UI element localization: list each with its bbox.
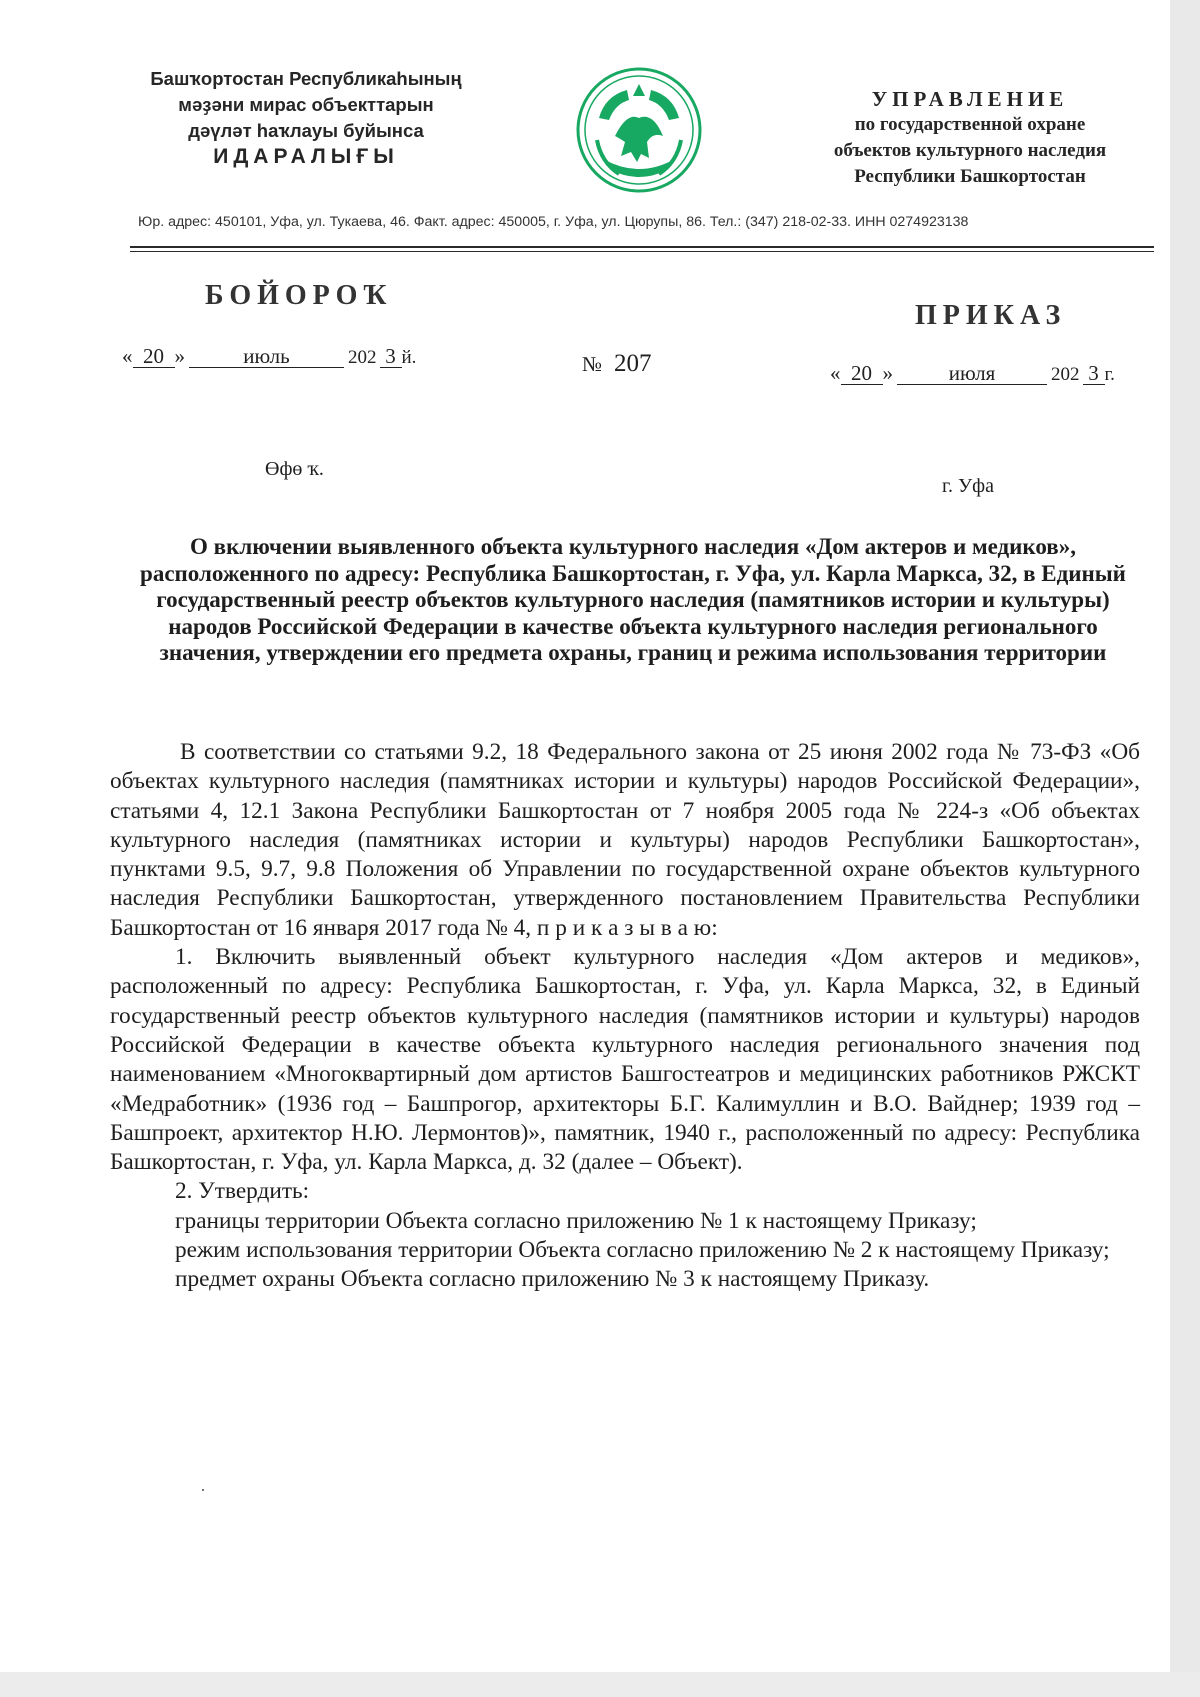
date-year-digit: 3 (1083, 362, 1105, 385)
date-year-digit: 3 (380, 345, 402, 368)
city-russian: г. Уфа (942, 475, 994, 497)
header-right-line: объектов культурного наследия (833, 140, 1107, 161)
quote-close: » (174, 344, 185, 368)
date-day: 20 (841, 362, 883, 385)
header-divider (130, 246, 1154, 248)
date-month: июль (189, 345, 344, 368)
header-left-line: Башҡортостан Республикаһының (150, 68, 462, 89)
date-year-prefix: 202 (1051, 364, 1080, 385)
number-sign: № (582, 352, 603, 376)
date-russian (830, 361, 1115, 386)
header-bashkir-name (112, 66, 500, 170)
date-year-prefix: 202 (348, 347, 377, 368)
header-right-line: Республики Башкортостан (854, 166, 1086, 187)
scan-speck (202, 1489, 204, 1491)
order-title-russian: ПРИКАЗ (915, 300, 1067, 331)
number-value: 207 (614, 350, 652, 377)
header-divider-thin (130, 251, 1154, 252)
quote-open: « (830, 361, 841, 385)
legal-address: Юр. адрес: 450101, Уфа, ул. Тукаева, 46. Факт. адрес: 450005, г. Уфа, ул. Цюрупы, 86. Тел.: (347) 218-02-33. ИНН 0274923138 (138, 214, 969, 230)
date-bashkir (122, 344, 416, 369)
header-left-line: мәҙәни мирас объекттарын (178, 94, 434, 115)
bashkortostan-emblem (575, 66, 703, 194)
header-right-title: УПРАВЛЕНИЕ (871, 87, 1069, 111)
item-2-line: режим использования территории Объекта согласно приложению № 2 к настоящему Приказу; (175, 1237, 1110, 1264)
preamble-paragraph: В соответствии со статьями 9.2, 18 Федерального закона от 25 июня 2002 года № 73-ФЗ «Об объектах культурного наследия (памятниках истории и культуры) народов Российской Федерации», статьями 4, 12.1 Закона Республики Башкортостан от 7 ноября 2005 года № 224-з «Об объектах культурного наследия (памятниках истории и культуры) народов Республики Башкортостан», пунктами 9.5, 9.7, 9.8 Положения об Управлении по государственной охране объектов культурного наследия Республики Башкортостан, утвержденного постановлением Правительства Республики Башкортостан от 16 января 2017 года № 4, п р и к а з ы в а ю: (110, 739, 1140, 941)
quote-open: « (122, 344, 133, 368)
order-title-bashkir: БОЙОРОҠ (205, 280, 393, 311)
date-day: 20 (133, 345, 175, 368)
header-russian-name (800, 86, 1140, 190)
date-month: июля (897, 362, 1047, 385)
order-number (582, 350, 652, 378)
scan-bottom-edge (0, 1672, 1200, 1697)
header-right-line: по государственной охране (854, 114, 1086, 135)
date-suffix: г. (1104, 364, 1115, 385)
order-subject-title: О включении выявленного объекта культурного наследия «Дом актеров и медиков», расположенного по адресу: Республика Башкортостан, г. Уфа, ул. Карла Маркса, 32, в Единый государственный реестр объектов культурного наследия (памятников истории и культуры) народов Российской Федерации в качестве объекта культурного наследия регионального значения, утверждении его предмета охраны, границ и режима использования территории (140, 534, 1126, 665)
item-2-heading: 2. Утвердить: (175, 1178, 310, 1205)
city-bashkir: Өфө ҡ. (265, 458, 324, 480)
header-left-title: ИДАРАЛЫҒЫ (213, 145, 399, 168)
item-2-line: предмет охраны Объекта согласно приложению № 3 к настоящему Приказу. (175, 1266, 930, 1293)
item-2-line: границы территории Объекта согласно приложению № 1 к настоящему Приказу; (175, 1207, 977, 1234)
order-body (110, 738, 1140, 1295)
quote-close: » (882, 361, 893, 385)
item-1-paragraph: 1. Включить выявленный объект культурного наследия «Дом актеров и медиков», расположенный по адресу: Республика Башкортостан, г. Уфа, ул. Карла Маркса, 32, в Единый государственный реестр объектов культурного наследия (памятников истории и культуры) народов Российской Федерации в качестве объекта культурного наследия регионального значения под наименованием «Многоквартирный дом артистов Башгостеатров и медицинских работников РЖСКТ «Медработник» (1936 год – Башпрогор, архитекторы Б.Г. Калимуллин и В.О. Вайднер; 1939 год – Башпроект, архитектор Н.Ю. Лермонтов)», памятник, 1940 г., расположенный по адресу: Республика Башкортостан, г. Уфа, ул. Карла Маркса, д. 32 (далее – Объект). (110, 944, 1140, 1176)
date-suffix: й. (401, 347, 417, 368)
scan-edge (1170, 0, 1200, 1697)
header-left-line: дәүләт һаҡлауы буйынса (188, 120, 424, 141)
